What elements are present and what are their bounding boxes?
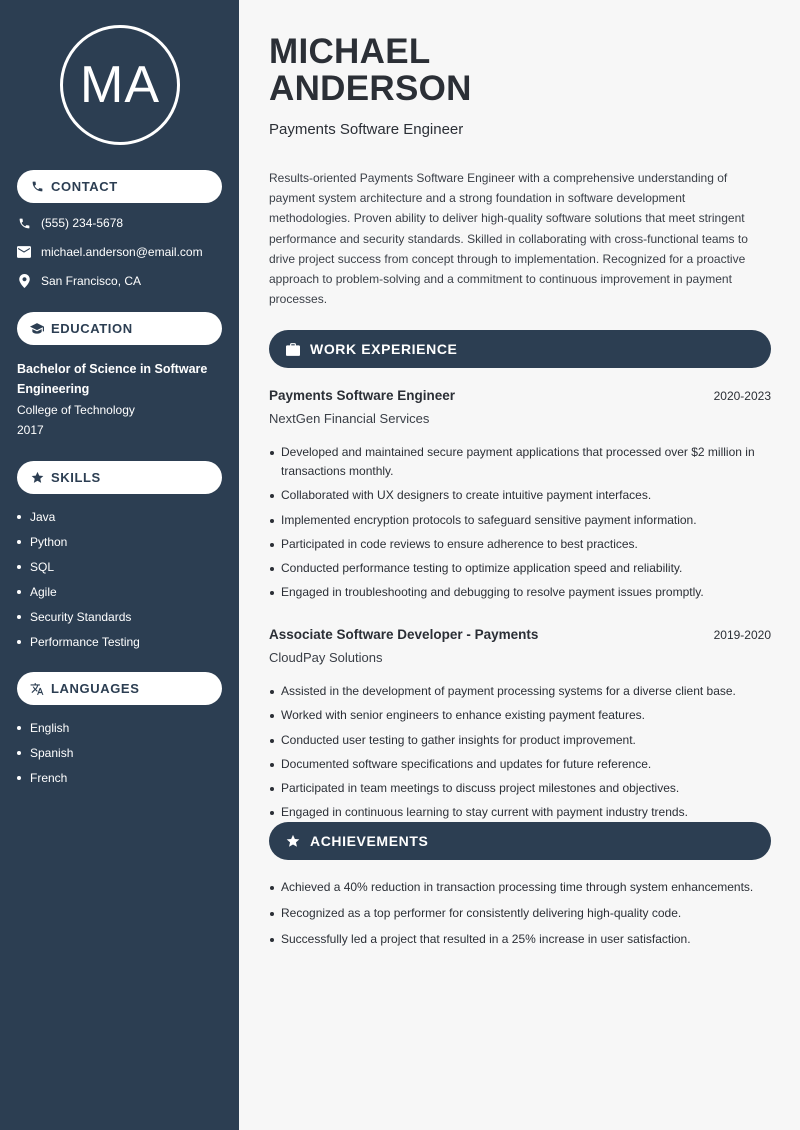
list-item: Worked with senior engineers to enhance existing payment features. (269, 706, 774, 725)
list-item: Documented software specifications and updates for future reference. (269, 755, 774, 774)
briefcase-icon (285, 342, 300, 357)
languages-heading-label: LANGUAGES (51, 681, 140, 696)
list-item: Participated in code reviews to ensure adherence to best practices. (269, 535, 774, 554)
list-item: Participated in team meetings to discuss project milestones and objectives. (269, 779, 774, 798)
translate-icon (30, 682, 44, 696)
monogram-avatar: MA (60, 25, 180, 145)
star-icon (285, 834, 300, 849)
work-experience-label: WORK EXPERIENCE (310, 341, 458, 357)
name-first: MICHAEL (269, 32, 431, 71)
list-item: Python (17, 529, 140, 554)
education-heading (17, 312, 222, 345)
list-item: Recognized as a top performer for consistently delivering high-quality code. (269, 904, 774, 923)
work-experience-heading (269, 330, 771, 368)
job-2-bullets (269, 682, 774, 828)
candidate-name (269, 33, 472, 107)
list-item: Successfully led a project that resulted in a 25% increase in user satisfaction. (269, 930, 774, 949)
envelope-icon (17, 245, 31, 259)
list-item: Developed and maintained secure payment applications that processed over $2 million in transactions monthly. (269, 443, 774, 481)
job-1-header (269, 388, 771, 403)
list-item: French (17, 765, 73, 790)
list-item: Collaborated with UX designers to create intuitive payment interfaces. (269, 486, 774, 505)
education-year: 2017 (17, 423, 44, 437)
contact-heading (17, 170, 222, 203)
education-school: College of Technology (17, 403, 135, 417)
graduation-cap-icon (30, 322, 44, 336)
achievements-label: ACHIEVEMENTS (310, 833, 429, 849)
contact-email-text: michael.anderson@email.com (41, 245, 203, 259)
skills-heading (17, 461, 222, 494)
job-title: Payments Software Engineer (269, 121, 464, 138)
job-2-role: Associate Software Developer - Payments (269, 627, 539, 642)
contact-heading-label: CONTACT (51, 179, 118, 194)
list-item: Engaged in troubleshooting and debugging to resolve payment issues promptly. (269, 583, 774, 602)
achievements-heading (269, 822, 771, 860)
skills-list (17, 504, 140, 654)
contact-phone-text: (555) 234-5678 (41, 216, 124, 230)
star-icon (30, 471, 44, 485)
main-content (239, 0, 800, 1130)
map-pin-icon (17, 274, 31, 288)
list-item: Java (17, 504, 140, 529)
achievements-list (269, 878, 774, 956)
job-1-dates: 2020-2023 (713, 389, 771, 403)
job-2-header (269, 627, 771, 642)
skills-heading-label: SKILLS (51, 470, 101, 485)
list-item: Implemented encryption protocols to safeguard sensitive payment information. (269, 511, 774, 530)
contact-phone (17, 216, 123, 230)
list-item: Engaged in continuous learning to stay current with payment industry trends. (269, 803, 774, 822)
list-item: Agile (17, 579, 140, 604)
education-degree: Bachelor of Science in Software Engineering (17, 362, 208, 396)
phone-icon (17, 216, 31, 230)
education-heading-label: EDUCATION (51, 321, 133, 336)
list-item: English (17, 715, 73, 740)
job-1-company: NextGen Financial Services (269, 411, 430, 426)
list-item: Security Standards (17, 604, 140, 629)
job-1-role: Payments Software Engineer (269, 388, 456, 403)
name-last: ANDERSON (269, 69, 472, 108)
profile-summary: Results-oriented Payments Software Engineer with a comprehensive understanding of payment system architecture and a strong foundation in software development methodologies. Proven ability to deliver high-quality software solutions that meet stringent performance and security standards. Skilled in collaborating with cross-functional teams to drive project success from concept through to implementation. Recognized for a proactive approach to problem-solving and a commitment to continuous improvement in payment processes. (269, 171, 748, 307)
job-1-bullets (269, 443, 774, 608)
list-item: Conducted performance testing to optimize application speed and reliability. (269, 559, 774, 578)
sidebar (0, 0, 239, 1130)
list-item: Spanish (17, 740, 73, 765)
list-item: Conducted user testing to gather insights for product improvement. (269, 731, 774, 750)
job-2-company: CloudPay Solutions (269, 650, 383, 665)
list-item: SQL (17, 554, 140, 579)
list-item: Achieved a 40% reduction in transaction processing time through system enhancements. (269, 878, 774, 897)
list-item: Assisted in the development of payment processing systems for a diverse client base. (269, 682, 774, 701)
languages-list (17, 715, 73, 790)
list-item: Performance Testing (17, 629, 140, 654)
contact-location-text: San Francisco, CA (41, 274, 142, 288)
contact-location (17, 274, 141, 288)
job-2-dates: 2019-2020 (713, 628, 771, 642)
languages-heading (17, 672, 222, 705)
phone-icon (30, 180, 44, 194)
contact-email (17, 245, 203, 259)
